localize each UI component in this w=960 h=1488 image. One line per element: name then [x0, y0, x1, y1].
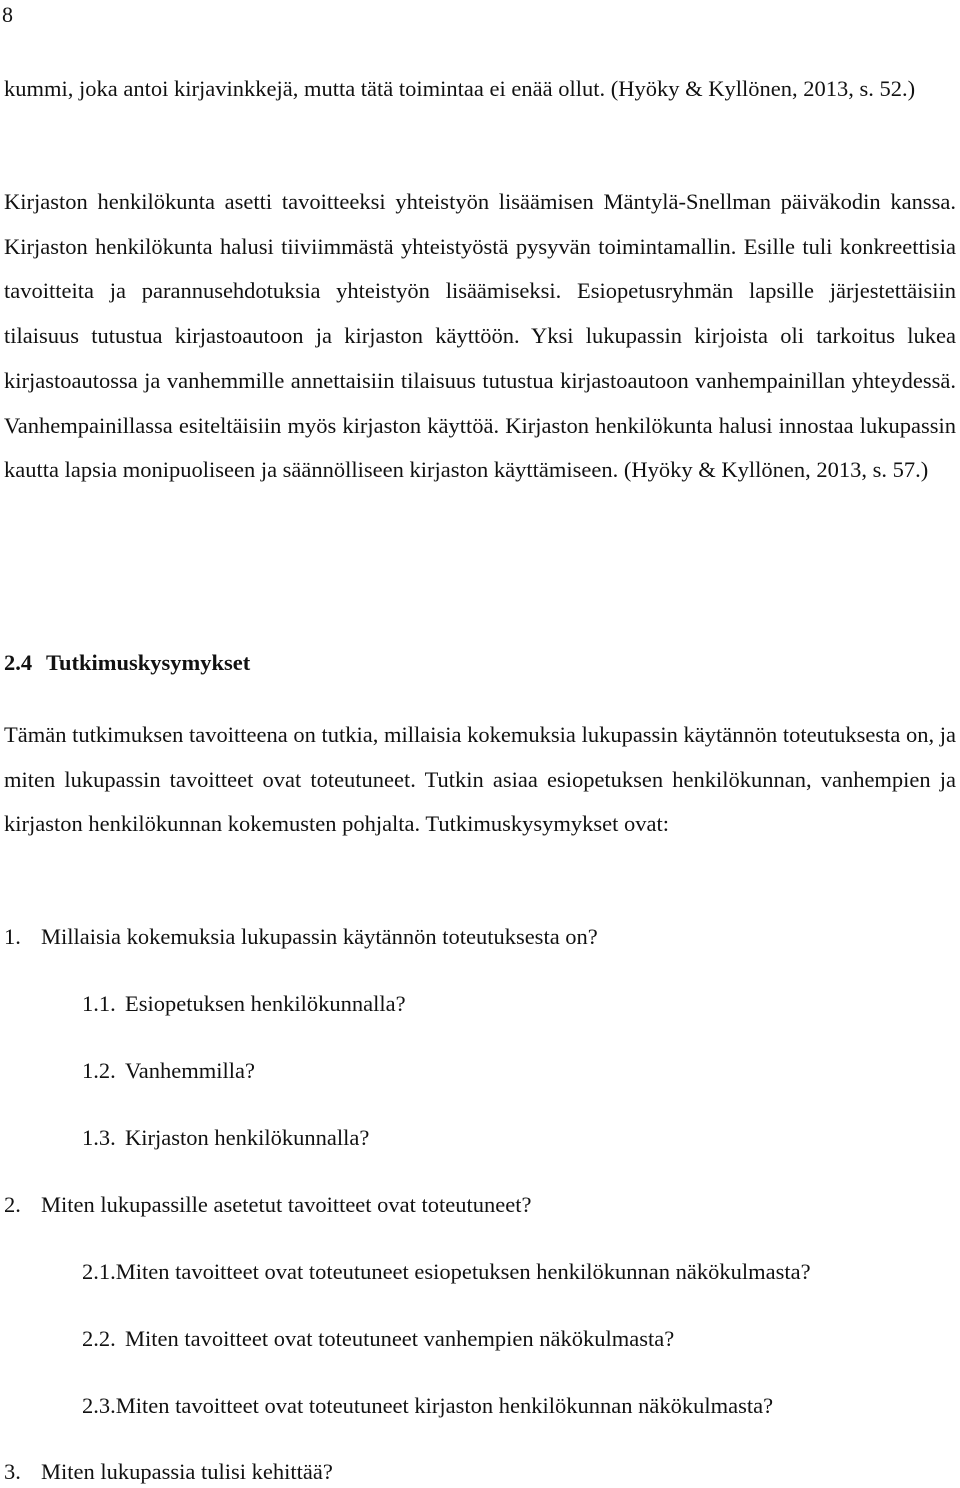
subquestion-text: Miten tavoitteet ovat toteutuneet vanhempien näkökulmasta?: [125, 1326, 675, 1351]
paragraph-research-aim: Tämän tutkimuksen tavoitteena on tutkia, millaisia kokemuksia lukupassin käytännön toteutuksesta on, ja miten lukupassin tavoitteet ovat toteutuneet. Tutkin asiaa esiopetuksen henkilökunnan, vanhempien ja kirjaston henkilökunnan kokemusten pohjalta. Tutkimuskysymykset ovat:: [4, 722, 956, 837]
subquestion-text: Esiopetuksen henkilökunnalla?: [125, 991, 406, 1016]
subquestion-text: Miten tavoitteet ovat toteutuneet kirjaston henkilökunnan näkökulmasta?: [115, 1393, 774, 1418]
question-text: Miten lukupassille asetetut tavoitteet ovat toteutuneet?: [41, 1192, 532, 1217]
subquestion-item: [82, 989, 406, 1019]
question-item: [4, 1457, 333, 1487]
question-item: [4, 1190, 532, 1220]
subquestion-item: [82, 1056, 255, 1086]
subquestion-item: [82, 1123, 369, 1153]
question-number: 1.: [4, 924, 21, 949]
subquestion-number: 1.1.: [82, 991, 116, 1016]
subquestion-item: [82, 1324, 674, 1354]
question-text: Millaisia kokemuksia lukupassin käytännön toteutuksesta on?: [41, 924, 598, 949]
question-number: 3.: [4, 1459, 21, 1484]
subquestion-number: 1.2.: [82, 1058, 116, 1083]
subquestion-number: 2.2.: [82, 1326, 116, 1351]
question-number: 2.: [4, 1192, 21, 1217]
subquestion-number: 2.1.: [82, 1259, 116, 1284]
question-item: [4, 922, 598, 952]
subquestion-text: Vanhemmilla?: [125, 1058, 255, 1083]
paragraph-continuation: kummi, joka antoi kirjavinkkejä, mutta tätä toimintaa ei enää ollut. (Hyöky & Kyllönen, 2013, s. 52.): [4, 76, 916, 101]
subquestion-text: Kirjaston henkilökunnalla?: [125, 1125, 370, 1150]
subquestion-number: 2.3.: [82, 1393, 116, 1418]
section-heading: [4, 641, 250, 685]
subquestion-number: 1.3.: [82, 1125, 116, 1150]
paragraph-library-goals: Kirjaston henkilökunta asetti tavoitteeksi yhteistyön lisäämisen Mäntylä-Snellman päiväkodin kanssa. Kirjaston henkilökunta halusi tiiviimmästä yhteistyöstä pysyvän toimintamallin. Esille tuli konkreettisia tavoitteita ja parannusehdotuksia yhteistyön lisäämiseksi. Esiopetusryhmän lapsille järjestettäisiin tilaisuus tutustua kirjastoautoon ja kirjaston käyttöön. Yksi lukupassin kirjoista oli tarkoitus lukea kirjastoautossa ja vanhemmille annettaisiin tilaisuus tutustua kirjastoautoon vanhempainillan yhteydessä. Vanhempainillassa esiteltäisiin myös kirjaston käyttöä. Kirjaston henkilökunta halusi innostaa lukupassin kautta lapsia monipuoliseen ja säännölliseen kirjaston käyttämiseen. (Hyöky & Kyllönen, 2013, s. 57.): [4, 189, 956, 483]
section-number: 2.4: [4, 650, 33, 675]
subquestion-item: [82, 1391, 773, 1421]
question-text: Miten lukupassia tulisi kehittää?: [41, 1459, 333, 1484]
page-number: 8: [2, 2, 13, 27]
section-title: Tutkimuskysymykset: [46, 650, 251, 675]
subquestion-item: [82, 1257, 811, 1287]
subquestion-text: Miten tavoitteet ovat toteutuneet esiopetuksen henkilökunnan näkökulmasta?: [115, 1259, 811, 1284]
